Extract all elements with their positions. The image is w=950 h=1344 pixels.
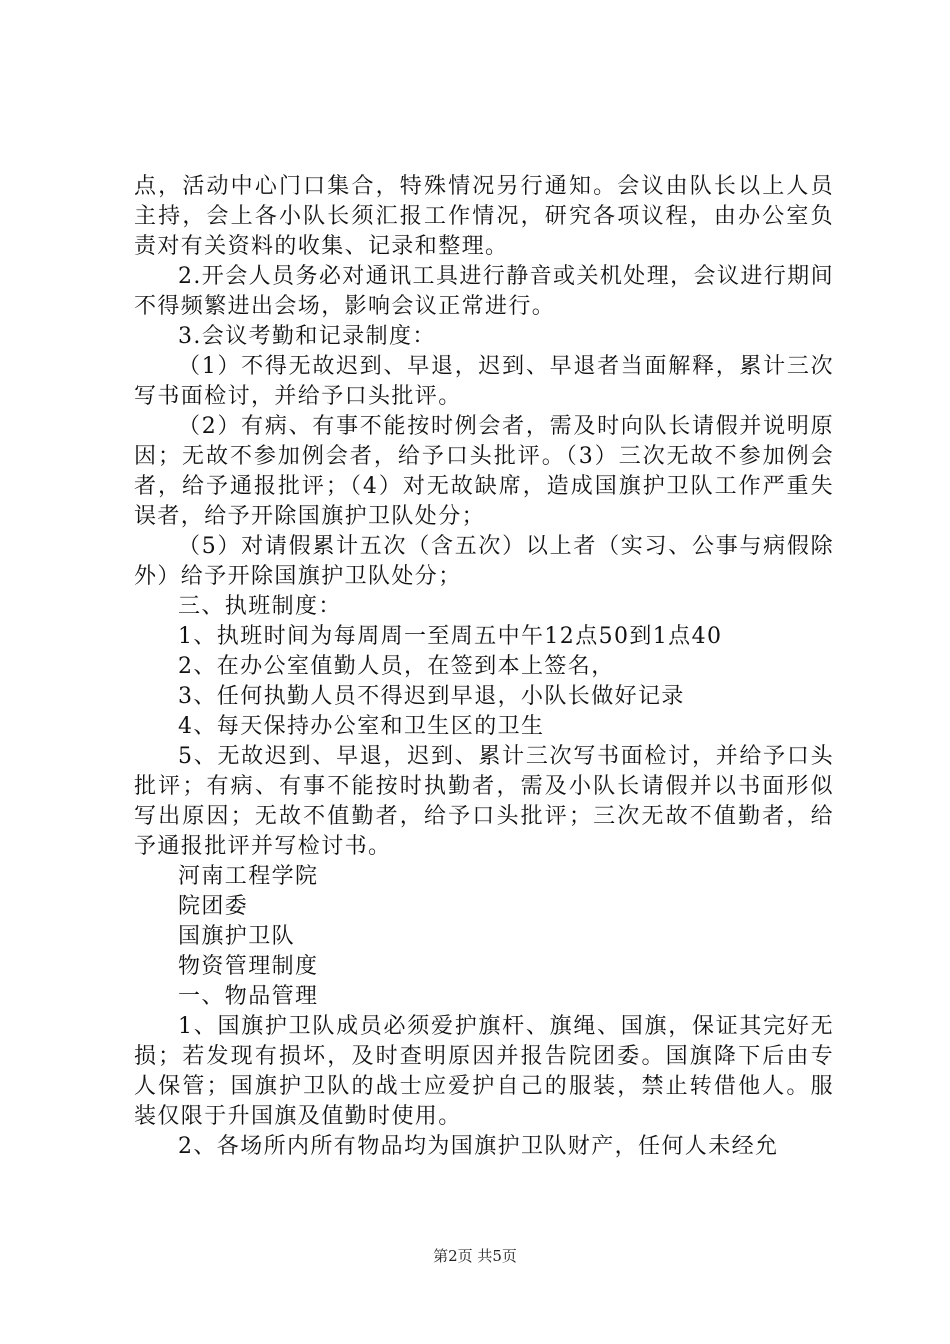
page-number-footer: 第2页 共5页 [433, 1247, 517, 1265]
list-item: 5、无故迟到、早退，迟到、累计三次写书面检讨，并给予口头批评；有病、有事不能按时执勤者，需及小队长请假并以书面形似写出原因；无故不值勤者，给予口头批评；三次无故不值勤者，给予通报批评并写检讨书。 [134, 744, 834, 859]
list-item: 4、每天保持办公室和卫生区的卫生 [178, 714, 545, 739]
list-item: 3、任何执勤人员不得迟到早退，小队长做好记录 [178, 684, 685, 709]
paragraph: （5）对请假累计五次（含五次）以上者（实习、公事与病假除外）给予开除国旗护卫队处分； [134, 534, 834, 589]
organization-line: 河南工程学院 [178, 864, 319, 889]
list-item: 1、执班时间为每周周一至周五中午12点50到1点40 [178, 624, 723, 649]
paragraph: 3.会议考勤和记录制度： [178, 324, 436, 349]
organization-line: 国旗护卫队 [178, 924, 296, 949]
paragraph: 2.开会人员务必对通讯工具进行静音或关机处理，会议进行期间不得频繁进出会场，影响会议正常进行。 [134, 264, 834, 319]
organization-line: 院团委 [178, 894, 249, 919]
list-item: 1、国旗护卫队成员必须爱护旗杆、旗绳、国旗，保证其完好无损；若发现有损坏，及时查明原因并报告院团委。国旗降下后由专人保管；国旗护卫队的战士应爱护自己的服装，禁止转借他人。服装仅限于升国旗及值勤时使用。 [134, 1014, 834, 1129]
paragraph: （2）有病、有事不能按时例会者，需及时向队长请假并说明原因；无故不参加例会者，给予口头批评。（3）三次无故不参加例会者，给予通报批评；（4）对无故缺席，造成国旗护卫队工作严重失误者，给予开除国旗护卫队处分； [134, 414, 834, 529]
list-item: 2、在办公室值勤人员，在签到本上签名， [178, 654, 615, 679]
section-heading: 一、物品管理 [178, 984, 319, 1009]
list-item: 2、各场所内所有物品均为国旗护卫队财产，任何人未经允 [178, 1134, 779, 1159]
document-title: 物资管理制度 [178, 954, 319, 979]
paragraph: （1）不得无故迟到、早退，迟到、早退者当面解释，累计三次写书面检讨，并给予口头批评。 [134, 354, 834, 409]
document-body [134, 172, 834, 1162]
paragraph: 点，活动中心门口集合，特殊情况另行通知。会议由队长以上人员主持，会上各小队长须汇报工作情况，研究各项议程，由办公室负责对有关资料的收集、记录和整理。 [134, 174, 834, 259]
section-heading: 三、执班制度： [178, 594, 342, 619]
